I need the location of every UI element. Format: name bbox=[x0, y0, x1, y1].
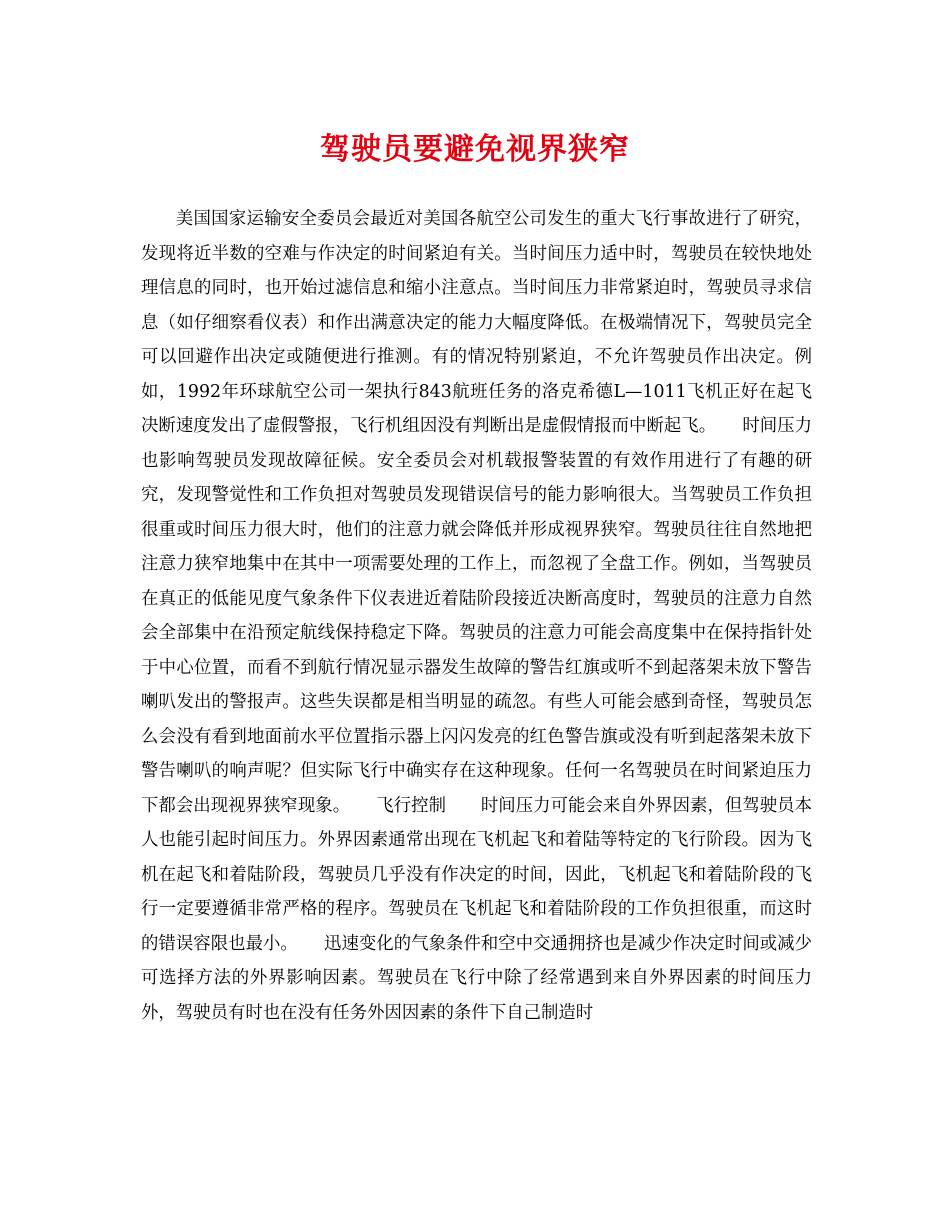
document-body: 美国国家运输安全委员会最近对美国各航空公司发生的重大飞行事故进行了研究，发现将近半数的空难与作决定的时间紧迫有关。当时间压力适中时，驾驶员在较快地处理信息的同时，也开始过滤信息和缩小注意点。当时间压力非常紧迫时，驾驶员寻求信息（如仔细察看仪表）和作出满意决定的能力大幅度降低。在极端情况下，驾驶员完全可以回避作出决定或随便进行推测。有的情况特别紧迫，不允许驾驶员作出决定。例如，1992年环球航空公司一架执行843航班任务的洛克希德L—1011飞机正好在起飞决断速度发出了虚假警报，飞行机组因没有判断出是虚假情报而中断起飞。 时间压力也影响驾驶员发现故障征候。安全委员会对机载报警装置的有效作用进行了有趣的研究，发现警觉性和工作负担对驾驶员发现错误信号的能力影响很大。当驾驶员工作负担很重或时间压力很大时，他们的注意力就会降低并形成视界狭窄。驾驶员往往自然地把注意力狭窄地集中在其中一项需要处理的工作上，而忽视了全盘工作。例如，当驾驶员在真正的低能见度气象条件下仪表进近着陆阶段接近决断高度时，驾驶员的注意力自然会全部集中在沿预定航线保持稳定下降。驾驶员的注意力可能会高度集中在保持指针处于中心位置，而看不到航行情况显示器发生故障的警告红旗或听不到起落架未放下警告喇叭发出的警报声。这些失误都是相当明显的疏忽。有些人可能会感到奇怪，驾驶员怎么会没有看到地面前水平位置指示器上闪闪发亮的红色警告旗或没有听到起落架未放下警告喇叭的响声呢？但实际飞行中确实存在这种现象。任何一名驾驶员在时间紧迫压力下都会出现视界狭窄现象。 飞行控制 时间压力可能会来自外界因素，但驾驶员本人也能引起时间压力。外界因素通常出现在飞机起飞和着陆等特定的飞行阶段。因为飞机在起飞和着陆阶段，驾驶员几乎没有作决定的时间，因此，飞机起飞和着陆阶段的飞行一定要遵循非常严格的程序。驾驶员在飞机起飞和着陆阶段的工作负担很重，而这时的错误容限也最小。 迅速变化的气象条件和空中交通拥挤也是减少作决定时间或减少可选择方法的外界影响因素。驾驶员在飞行中除了经常遇到来自外界因素的时间压力外，驾驶员有时也在没有任务外因因素的条件下自己制造时 bbox=[141, 209, 812, 1023]
document-title: 驾驶员要避免视界狭窄 bbox=[320, 132, 630, 167]
